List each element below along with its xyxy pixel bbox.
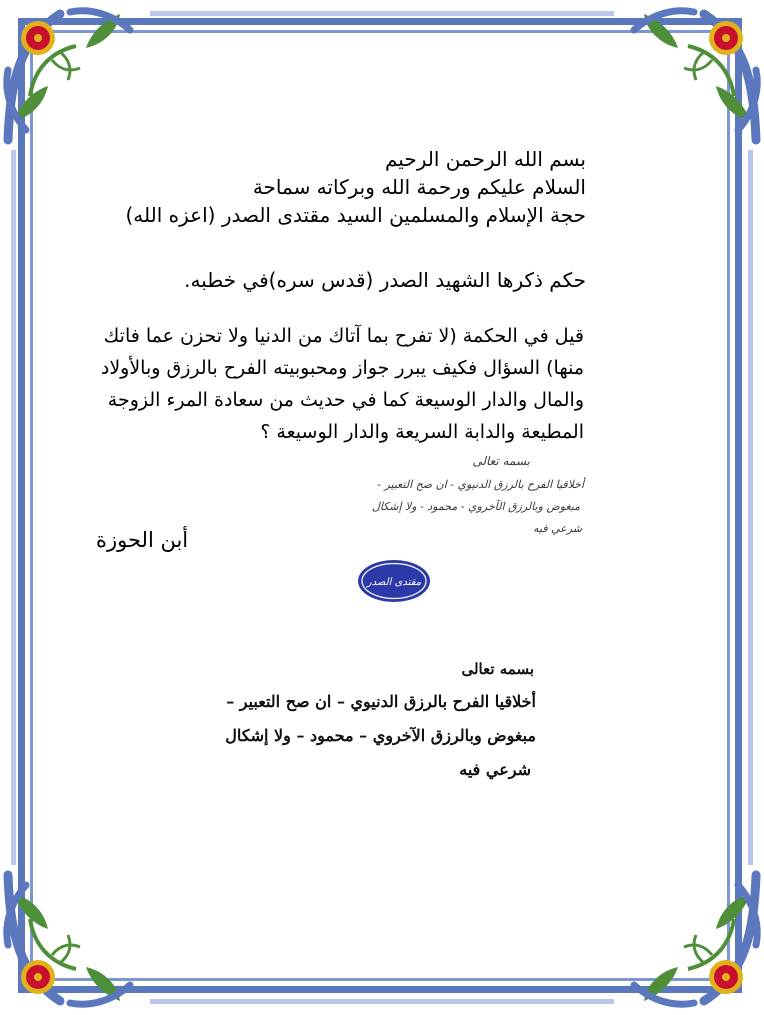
question-line: المطيعة والدابة السريعة والدار الوسيعة ؟ — [260, 421, 584, 443]
greeting-line-salutation: السلام عليكم ورحمة الله وبركاته سماحة — [252, 175, 586, 199]
letter-greeting — [66, 145, 586, 229]
greeting-line-basmala: بسم الله الرحمن الرحيم — [384, 147, 586, 171]
handwritten-line: شرعي فيه — [533, 522, 582, 535]
handwritten-line: أخلاقيا الفرح بالرزق الدنيوي - ان صح التعبير - — [377, 478, 584, 491]
question-intro: حكم ذكرها الشهيد الصدر (قدس سره)في خطبه. — [184, 268, 586, 292]
border-stripe-top — [150, 11, 614, 16]
border-stripe-left — [11, 150, 16, 865]
answer-line: مبغوض وبالرزق الآخروي – محمود – ولا إشكال — [225, 726, 536, 745]
border-stripe-right — [748, 150, 753, 865]
letter-signature: أبن الحوزة — [96, 528, 189, 552]
question-line: والمال والدار الوسيعة كما في حديث من سعادة المرء الزوجة — [107, 389, 584, 411]
corner-ornament-top-right — [614, 0, 764, 150]
handwritten-answer — [280, 452, 600, 542]
official-seal — [356, 558, 432, 604]
border-stripe-bottom — [150, 999, 614, 1004]
question-line: منها) السؤال فكيف يبرر جواز ومحبوبيته الفرح بالرزق وبالأولاد — [100, 357, 584, 379]
greeting-line-addressee: حجة الإسلام والمسلمين السيد مقتدى الصدر (اعزه الله) — [125, 203, 586, 227]
handwritten-line: بسمه تعالى — [472, 454, 530, 468]
corner-ornament-bottom-left — [0, 865, 150, 1015]
question-line: قيل في الحكمة (لا تفرح بما آتاك من الدنيا ولا تحزن عما فاتك — [103, 325, 584, 347]
answer-heading: بسمه تعالى — [461, 660, 534, 678]
answer-line: أخلاقيا الفرح بالرزق الدنيوي – ان صح التعبير – — [226, 692, 536, 711]
seal-text: مقتدى الصدر — [366, 577, 422, 588]
answer-line: شرعي فيه — [459, 760, 531, 779]
corner-ornament-top-left — [0, 0, 150, 150]
question-body — [58, 320, 584, 448]
corner-ornament-bottom-right — [614, 865, 764, 1015]
handwritten-line: مبغوض وبالرزق الآخروي - محمود - ولا إشكال — [371, 500, 580, 513]
